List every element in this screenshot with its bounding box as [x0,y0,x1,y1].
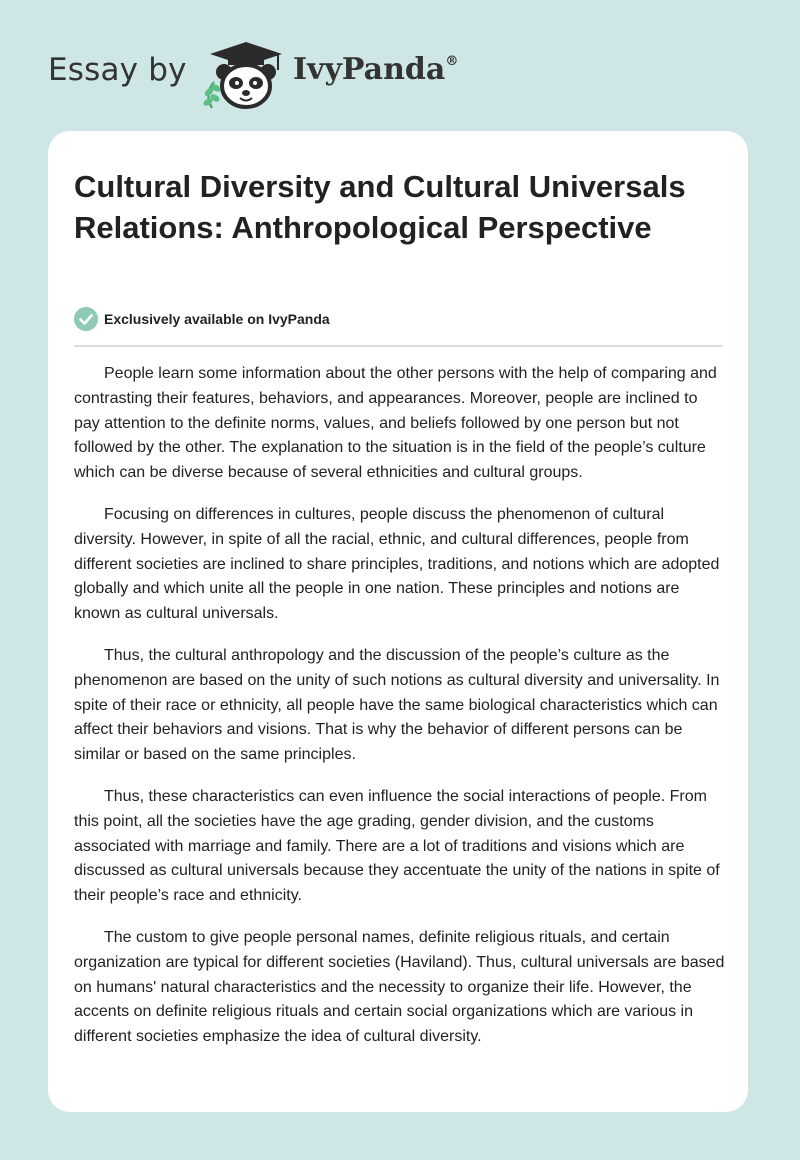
essay-paragraph: Thus, these characteristics can even influence the social interactions of people. From this point, all the societies have the age grading, gender division, and the customs associated with marriage and family. There are a lot of traditions and visions which are discussed as cultural universals because they accentuate the unity of the nations in spite of their people’s race and ethnicity. [74,787,720,905]
check-badge-icon [74,307,98,331]
essay-card [48,131,748,1112]
essay-paragraph: People learn some information about the other persons with the help of comparing and contrasting their features, behaviors, and appearances. Moreover, people are inclined to pay attention to the definite norms, values, and beliefs followed by one person but not followed by the other. The explanation to the situation is in the field of the people’s culture which can be diverse because of several ethnicities and cultural groups. [74,365,717,482]
essay-paragraph: The custom to give people personal names, definite religious rituals, and certain organization are typical for different societies (Haviland). Thus, cultural universals are based on humans' natural characteristics and the necessity to organize their life. However, the accents on definite religious rituals and certain social organizations which are various in different societies emphasize the idea of cultural diversity. [74,928,725,1046]
site-header [48,30,548,110]
essay-title: Cultural Diversity and Cultural Universals Relations: Anthropological Perspective [74,169,686,245]
panda-graduate-logo-icon[interactable] [200,36,284,112]
brand-name-text: IvyPanda [293,52,446,87]
exclusive-label: Exclusively available on IvyPanda [104,311,330,327]
title-divider [74,345,723,347]
registered-mark: ® [445,54,459,69]
essay-by-label: Essay by [48,52,187,88]
essay-body [74,362,726,1067]
ivypanda-wordmark[interactable] [293,52,458,87]
essay-paragraph: Focusing on differences in cultures, people discuss the phenomenon of cultural diversity. However, in spite of all the racial, ethnic, and cultural differences, people from different societies are inclined to share principles, traditions, and notions which are adopted globally and which unite all the people in one nation. These principles and notions are known as cultural universals. [74,505,720,623]
essay-paragraph: Thus, the cultural anthropology and the discussion of the people’s culture as the phenomenon are based on the unity of such notions as cultural diversity and universality. In spite of their race or ethnicity, all people have the same biological characteristics which can affect their behaviors and visions. That is why the behavior of different persons can be similar or based on the same principles. [74,646,720,764]
exclusive-badge [74,307,330,331]
